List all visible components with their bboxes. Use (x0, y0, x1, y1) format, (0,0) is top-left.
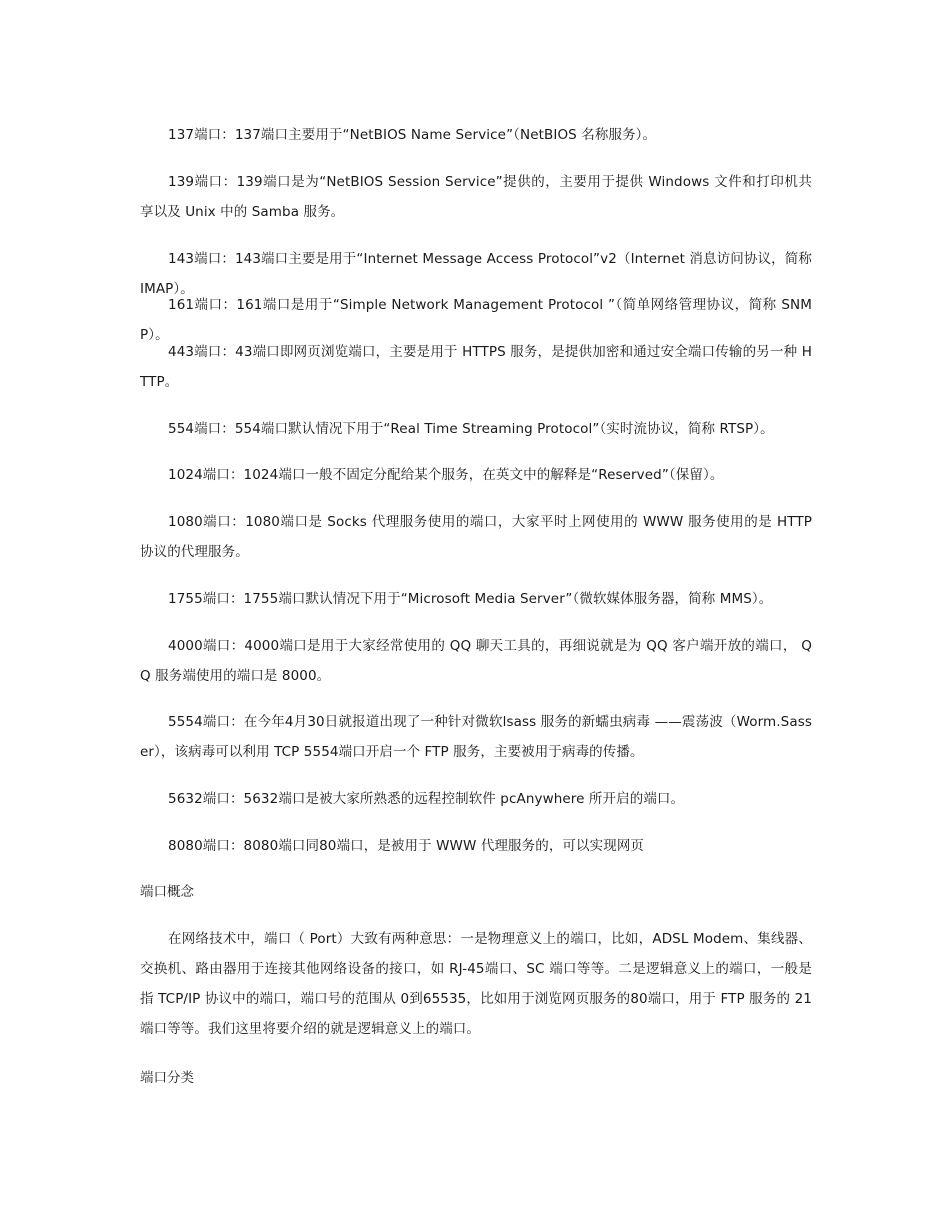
paragraph-port-143: 143端口：143端口主要是用于“Internet Message Access Protocol”v2（Internet 消息访问协议，简称 IMAP）。 (140, 251, 812, 297)
paragraph-port-5554: 5554端口：在今年4月30日就报道出现了一种针对微软lsass 服务的新蠕虫病毒 ——震荡波（Worm.Sasser），该病毒可以利用 TCP 5554端口开启一个 FTP 服务，主要被用于病毒的传播。 (140, 714, 812, 760)
paragraph-port-concept: 在网络技术中，端口（ Port）大致有两种意思：一是物理意义上的端口，比如，ADSL Modem、集线器、交换机、路由器用于连接其他网络设备的接口，如 RJ-45端口、SC 端口等等。二是逻辑意义上的端口，一般是指 TCP/IP 协议中的端口，端口号的范围从 0到65535，比如用于浏览网页服务的80端口，用于 FTP 服务的 21端口等等。我们这里将要介绍的就是逻辑意义上的端口。 (140, 931, 812, 1037)
paragraph-port-1755: 1755端口：1755端口默认情况下用于“Microsoft Media Server”（微软媒体服务器，简称 MMS）。 (168, 591, 773, 607)
paragraph-port-139: 139端口：139端口是为“NetBIOS Session Service”提供的，主要用于提供 Windows 文件和打印机共享以及 Unix 中的 Samba 服务。 (140, 174, 812, 220)
heading-port-classification: 端口分类 (140, 1070, 194, 1086)
paragraph-port-161: 161端口：161端口是用于“Simple Network Management Protocol ”（简单网络管理协议，简称 SNMP）。 (140, 297, 812, 343)
heading-port-concept: 端口概念 (140, 884, 194, 900)
paragraph-port-443: 443端口：43端口即网页浏览端口，主要是用于 HTTPS 服务，是提供加密和通过安全端口传输的另一种 HTTP。 (140, 344, 812, 390)
paragraph-port-137: 137端口：137端口主要用于“NetBIOS Name Service”（NetBIOS 名称服务）。 (168, 127, 657, 143)
paragraph-port-1024: 1024端口：1024端口一般不固定分配给某个服务，在英文中的解释是“Reserved”（保留）。 (168, 467, 724, 483)
paragraph-port-1080: 1080端口：1080端口是 Socks 代理服务使用的端口，大家平时上网使用的 WWW 服务使用的是 HTTP 协议的代理服务。 (140, 514, 812, 560)
paragraph-port-4000: 4000端口：4000端口是用于大家经常使用的 QQ 聊天工具的，再细说就是为 QQ 客户端开放的端口， QQ 服务端使用的端口是 8000。 (140, 638, 812, 684)
paragraph-port-5632: 5632端口：5632端口是被大家所熟悉的远程控制软件 pcAnywhere 所开启的端口。 (168, 791, 685, 807)
paragraph-port-8080: 8080端口：8080端口同80端口，是被用于 WWW 代理服务的，可以实现网页 (168, 838, 645, 854)
paragraph-port-554: 554端口：554端口默认情况下用于“Real Time Streaming Protocol”（实时流协议，简称 RTSP）。 (168, 421, 774, 437)
